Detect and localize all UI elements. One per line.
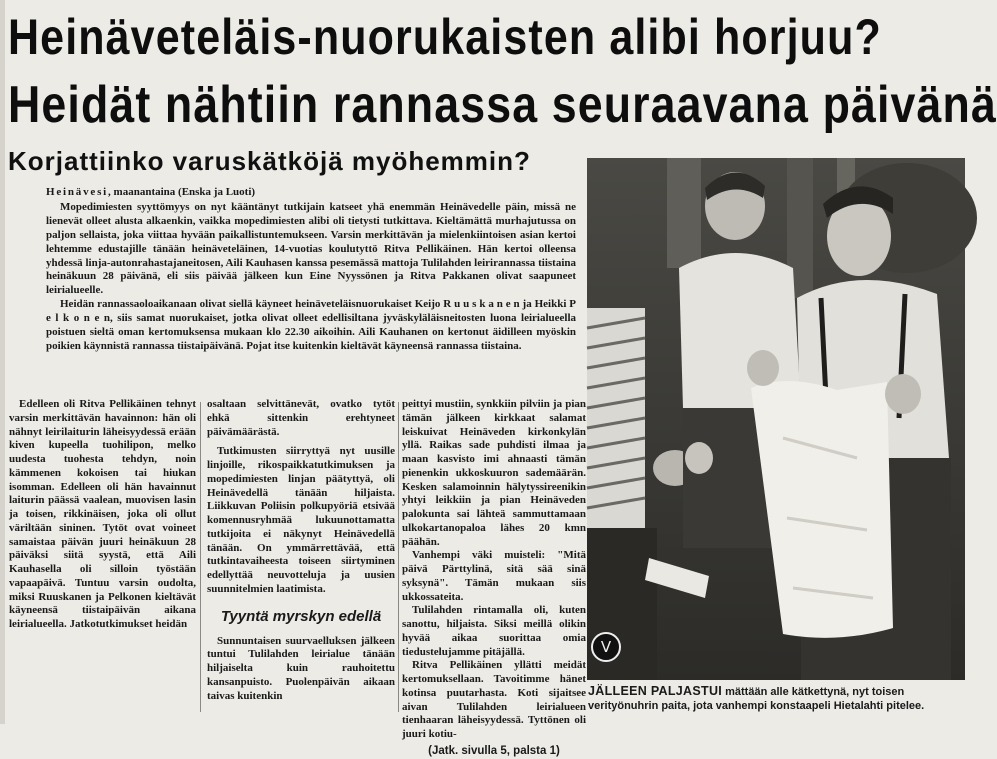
- news-photo: [587, 158, 965, 680]
- body-paragraph: Sunnuntaisen suurvaelluksen jälkeen tuntui Tulilahden leirialue tänään hiljaiselta kuin rauhoitettu kansanpuisto. Puolenpäivän aikaan taivas kuitenkin: [207, 634, 395, 702]
- subheadline: Korjattiinko varuskätköjä myöhemmin?: [8, 146, 531, 176]
- lead-article: [46, 186, 576, 354]
- lead-paragraph: Heidän rannassaoloaikanaan olivat siellä käyneet heinäveteläisnuorukaiset Keijo R u u s k a n e n ja Heikki P e l k o n e n, siis samat nuorukaiset, jotka olivat olleet edellisiltana jyväskyläläisneitosten luona leirialueella poistuen sieltä oman kertomuksensa mukaan klo 22.30 aikoihin. Aili Kauhanen on kertonut äidilleen myöskin poikien käynnistä rannassa tiistaipäivänä. Pojat itse kuitenkin kieltävät käyneensä rannassa tiistaina.: [46, 298, 576, 352]
- body-paragraph: Ritva Pellikäinen yllätti meidät kertomuksellaan. Tavoitimme hänet kotinsa puutarhasta. Koti sijaitsee aivan Tulilahden leirialueen tienhaaran läheisyydessä. Tyttönen oli juuri kotiu-: [402, 659, 586, 740]
- body-paragraph: osaltaan selvittänevät, ovatko tytöt ehkä sittenkin erehtyneet päivämäärästä.: [207, 398, 395, 438]
- agency-logo-icon: V: [591, 632, 621, 662]
- continuation-note: (Jatk. sivulla 5, palsta 1): [428, 744, 560, 757]
- body-paragraph: Vanhempi väki muisteli: "Mitä päivä Pärttylinä, sitä sää sinä syksynä". Tämän mukaan siis ukkossateita.: [402, 549, 586, 603]
- column-2: [207, 398, 395, 703]
- headline-line-1: Heinäveteläis-nuorukaisten alibi horjuu?: [8, 9, 882, 65]
- dateline: [46, 186, 576, 200]
- column-3: [402, 398, 586, 759]
- caption-lead: JÄLLEEN PALJASTUI: [588, 684, 723, 698]
- lead-paragraph: Mopedimiesten syyttömyys on nyt kääntänyt tutkijain katseet yhä enemmän Heinävedelle päin, missä ne lienevät olleet alusta alkaenkin, vaikka mopedimiesten alibi oli tietysti tutkittava. Kieltämättä murhajutussa on paljon sellaista, joka viittaa hyvään paikallistuntemukseen. Varsin merkittävän ja mielenkiintoisen asian kertoi lehtemme edustajille tänään heinäveteläinen, 14-vuotias koulutyttö Ritva Pellikäinen. Hän kertoi olleensa yhdessä linja-autonrahastajaneitosen, Aili Kauhasen kanssa pesemässä mattoja Tulilahden leirirannassa tiistaina heinäkuun 28 päivänä, eli siis päivää jälkeen kun Eine Nyyssönen ja Ritva Pakkanen olivat saapuneet leirialueelle.: [46, 200, 576, 297]
- headline-line-2: Heidät nähtiin rannassa seuraavana päivänä: [8, 76, 997, 134]
- dateline-rest: , maanantaina (Enska ja Luoti): [108, 186, 256, 198]
- caption-rest: mättään alle kätkettynä, nyt toisen verityönuhrin paita, jota vanhempi konstaapeli Hietalahti pitelee.: [588, 686, 925, 712]
- column-rule: [398, 402, 399, 712]
- photo-caption: [588, 684, 968, 713]
- photo-illustration: [587, 158, 965, 680]
- body-paragraph: peittyi mustiin, synkkiin pilviin ja pian tämän jälkeen kirkkaat salamat leiskuivat Heinäveden kirkonkylän yllä. Raikas sade puhdisti ilmaa ja maan kasvisto imi ahnaasti tämän pienenkin ukkoskuuron sademäärän. Kesken salamoinnin hälytyssireenikin yhtyi leikkiin ja pian Heinäveden palokunta sai lähteä sammuttamaan ulkokartanopaloa lähes 20 kmn päähän.: [402, 398, 586, 548]
- body-paragraph: Tulilahden rintamalla oli, kuten sanottu, hiljaista. Siksi meillä olikin hyvää aikaa suorittaa omia tiedustelujamme pitäjällä.: [402, 604, 586, 658]
- column-1: [9, 398, 196, 632]
- body-paragraph: Tutkimusten siirryttyä nyt uusille linjoille, rikospaikkatutkimuksen ja mopedimiesten linjan päätyttyä, oli Heinävedellä tänään hiljaista. Liikkuvan Poliisin polkupyöriä etsivää komennusryhmää lukuunottamatta tutkijoita ei näkynyt Heinävedellä tänään. On ymmärrettävää, että tutkintavaiheesta toiseen siirtyminen edellyttää neuvotteluja ja uusien suunnitelmien laatimista.: [207, 445, 395, 595]
- crosshead: Tyyntä myrskyn edellä: [220, 607, 382, 625]
- page-edge: [0, 0, 5, 724]
- body-paragraph: Edelleen oli Ritva Pellikäinen tehnyt varsin merkittävän havainnon: hän oli nähnyt leirilaiturin läheisyydessä erään kiven kupeella tuohilipon, melko uudesta tuohesta tehdyn, noin kämmenen kokoisen tai hiukan isomman. Edelleen oli hän havainnut laiturin päässä vaalean, muovisen lasin ja toisen, rikkinäisen, joka oli ollut väriltään sininen. Tytöt ovat voineet samaistaa päivän juuri heinäkuun 28 päiväksi siitä syystä, että Aili Kauhasella oli silloin työstään vapaapäivä. Tuntuu varsin oudolta, miksi Ruuskanen ja Pelkonen kieltävät käyneensä tiistaipäivän aikana leirialueella. Jatkotutkimukset heidän: [9, 398, 196, 630]
- column-rule: [200, 402, 201, 712]
- dateline-place: Heinävesi: [46, 186, 109, 198]
